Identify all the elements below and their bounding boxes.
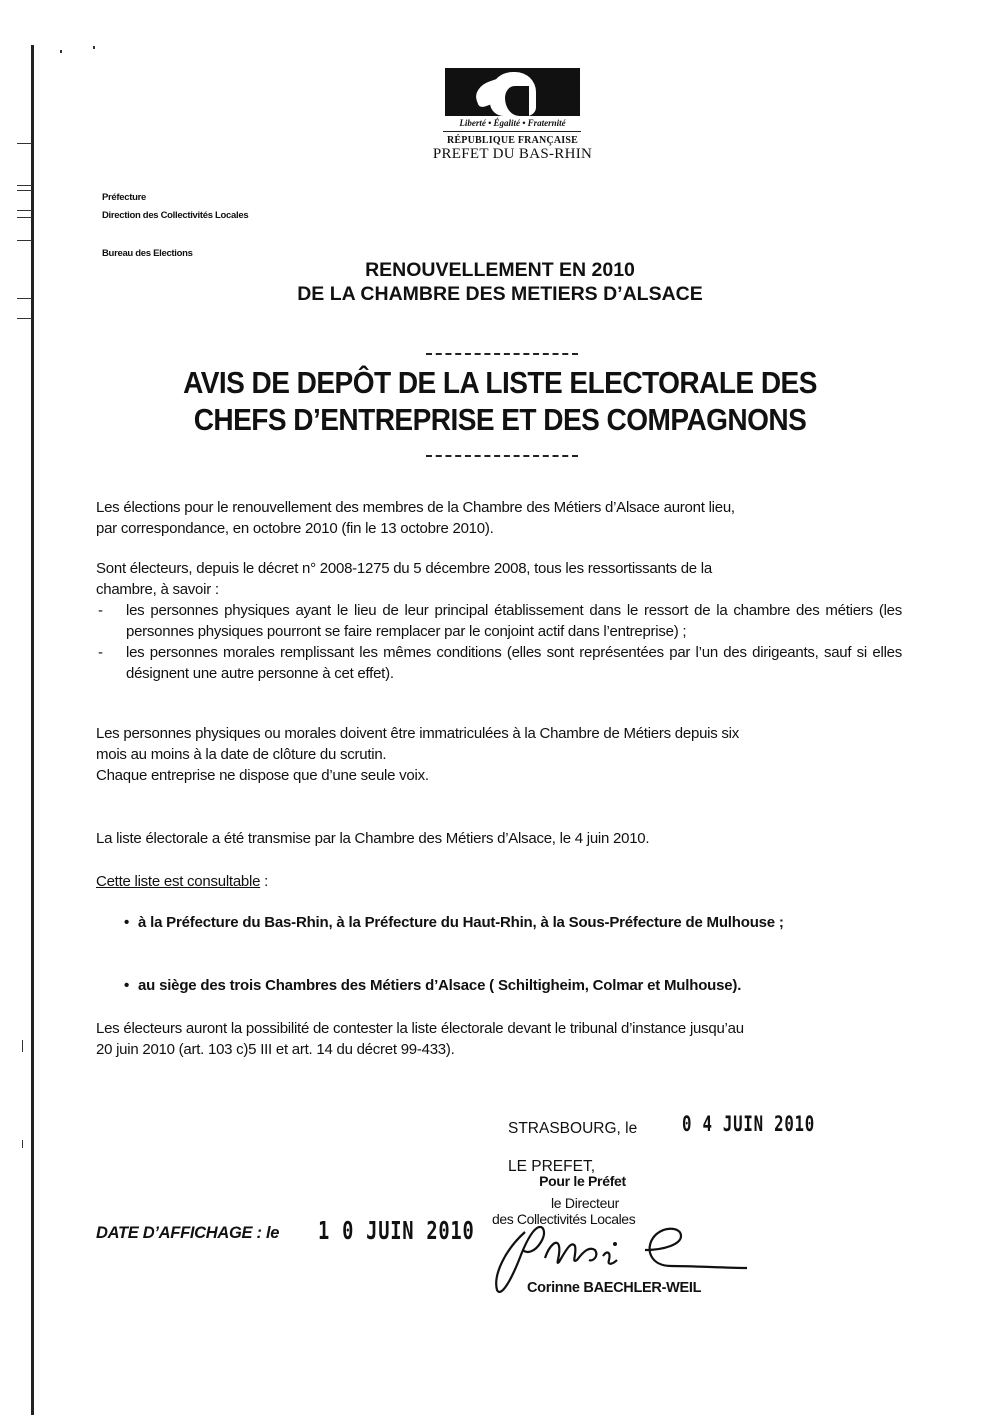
consultable-heading xyxy=(96,871,902,892)
sender-prefecture: Préfecture xyxy=(102,192,146,203)
scan-tick xyxy=(17,217,32,218)
title-line-2: CHEFS D’ENTREPRISE ET DES COMPAGNONS xyxy=(193,403,807,437)
paragraph-line: par correspondance, en octobre 2010 (fin le 13 octobre 2010). xyxy=(96,520,494,537)
elector-list-item xyxy=(96,642,902,684)
title-line-1: AVIS DE DEPÔT DE LA LISTE ELECTORALE DES xyxy=(183,366,817,400)
signature-dot xyxy=(613,1242,617,1246)
consult-location-item xyxy=(124,912,902,934)
separator-top xyxy=(426,353,578,357)
paragraph-registration xyxy=(96,723,902,786)
affichage-label: DATE D’AFFICHAGE : le xyxy=(96,1224,280,1242)
scan-tick xyxy=(17,318,32,319)
paragraph-contest xyxy=(96,1018,902,1060)
signer-name: Corinne BAECHLER-WEIL xyxy=(527,1280,702,1296)
paragraph-line: 20 juin 2010 (art. 103 c)5 III et art. 14 du décret 99-433). xyxy=(96,1041,455,1058)
document-subtitle xyxy=(120,258,880,306)
republique-francaise: RÉPUBLIQUE FRANÇAISE xyxy=(447,135,578,146)
prefet-title: PREFET DU BAS-RHIN xyxy=(432,146,593,162)
motto-rule xyxy=(443,131,581,132)
sender-direction: Direction des Collectivités Locales xyxy=(102,210,249,221)
paragraph-line: Sont électeurs, depuis le décret n° 2008-1275 du 5 décembre 2008, tous les ressortissants de la xyxy=(96,560,712,577)
consult-location-text: à la Préfecture du Bas-Rhin, à la Préfecture du Haut-Rhin, à la Sous-Préfecture de Mulhouse ; xyxy=(138,914,784,931)
dash-bullet: - xyxy=(98,602,103,619)
scan-tick xyxy=(17,190,32,191)
scan-tick xyxy=(17,240,32,241)
republic-motto: Liberté • Égalité • Fraternité xyxy=(459,118,566,128)
paragraph-line: Les personnes physiques ou morales doivent être immatriculées à la Chambre de Métiers depuis six xyxy=(96,725,739,742)
paragraph-elections xyxy=(96,497,902,539)
le-directeur-label: le Directeur xyxy=(551,1195,619,1211)
paragraph-line: Les élections pour le renouvellement des membres de la Chambre des Métiers d’Alsace auront lieu, xyxy=(96,499,735,516)
scan-speck xyxy=(60,50,62,53)
date-stamp-affichage: 1 0 JUIN 2010 xyxy=(318,1216,475,1245)
elector-list-text: les personnes morales remplissant les mêmes conditions (elles sont représentées par l’un des dirigeants, sauf si elles désignent une autre personne à cet effet). xyxy=(126,644,902,682)
signature-stroke xyxy=(645,1229,747,1268)
signature-stroke xyxy=(603,1253,617,1264)
paragraph-line: Chaque entreprise ne dispose que d’une seule voix. xyxy=(96,767,429,784)
scan-tick xyxy=(17,143,32,144)
paragraph-line: mois au moins à la date de clôture du scrutin. xyxy=(96,746,387,763)
marianne-logo xyxy=(445,68,580,116)
bullet-icon: • xyxy=(124,914,130,931)
scan-tick xyxy=(17,210,32,211)
consultable-heading-text: Cette liste est consultable xyxy=(96,873,261,890)
pour-le-prefet-label: Pour le Préfet xyxy=(539,1173,626,1189)
consultable-heading-colon: : xyxy=(260,873,269,890)
scan-speck xyxy=(22,1040,23,1052)
le-prefet-label: LE PREFET, xyxy=(508,1158,595,1175)
paragraph-line: chambre, à savoir : xyxy=(96,581,219,598)
elector-list-text: les personnes physiques ayant le lieu de leur principal établissement dans le ressort de la chambre des métiers (les personnes physiques pourront se faire remplacer par le conjoint actif dans l’entreprise) ; xyxy=(126,602,902,640)
scan-speck xyxy=(93,46,95,49)
scan-speck xyxy=(22,1140,23,1148)
date-stamp-signature: 0 4 JUIN 2010 xyxy=(682,1112,816,1136)
collectivites-label: des Collectivités Locales xyxy=(492,1211,636,1227)
place-date-label: STRASBOURG, le xyxy=(508,1120,638,1137)
scan-edge-line xyxy=(31,45,34,1415)
consult-location-text: au siège des trois Chambres des Métiers d’Alsace ( Schiltigheim, Colmar et Mulhouse). xyxy=(138,977,742,994)
scan-tick xyxy=(17,185,32,186)
bullet-icon: • xyxy=(124,977,130,994)
subtitle-line-1: RENOUVELLEMENT EN 2010 xyxy=(365,259,635,281)
subtitle-line-2: DE LA CHAMBRE DES METIERS D’ALSACE xyxy=(297,283,703,305)
consult-location-item xyxy=(124,975,902,997)
elector-list-item xyxy=(96,600,902,642)
scan-tick xyxy=(17,298,32,299)
document-title xyxy=(132,365,868,439)
paragraph-line: Les électeurs auront la possibilité de contester la liste électorale devant le tribunal d’instance jusqu’au xyxy=(96,1020,744,1037)
separator-bottom xyxy=(426,455,578,459)
paragraph-electors xyxy=(96,558,902,684)
paragraph-transmission: La liste électorale a été transmise par la Chambre des Métiers d’Alsace, le 4 juin 2010. xyxy=(96,830,650,847)
sender-bureau: Bureau des Elections xyxy=(102,248,193,259)
dash-bullet: - xyxy=(98,644,103,661)
signature-stroke xyxy=(545,1243,596,1263)
